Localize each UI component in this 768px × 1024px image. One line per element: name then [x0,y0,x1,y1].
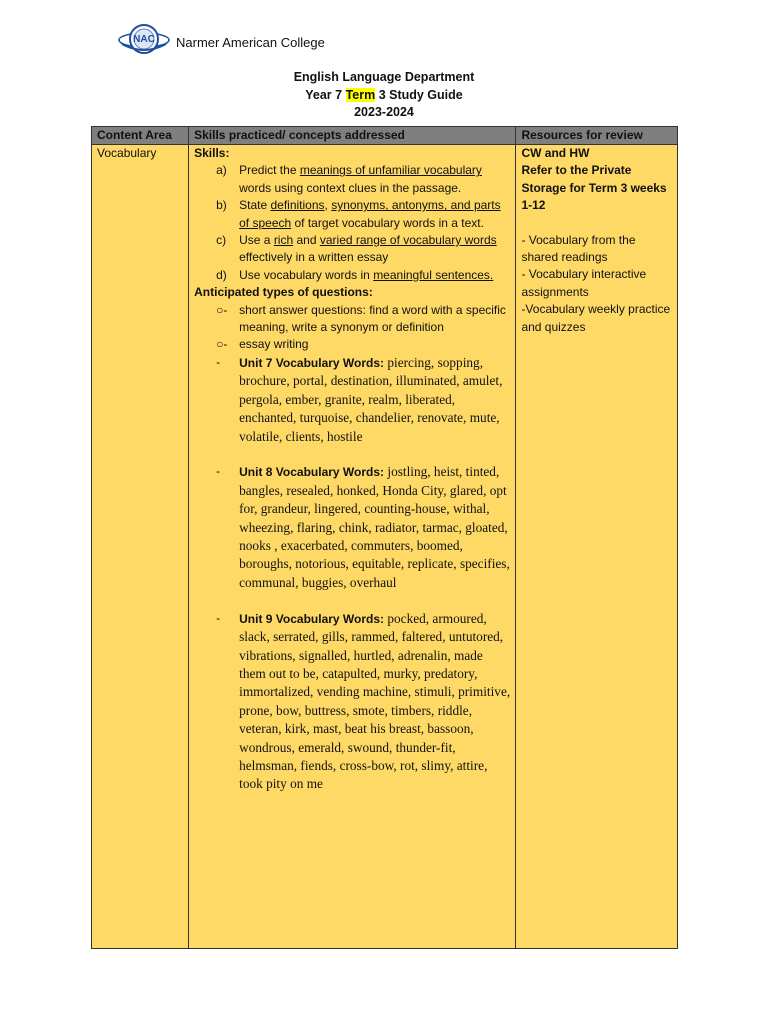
list-item: ○- essay writing [216,337,309,352]
content-area-cell: Vocabulary [92,145,189,949]
header-content-area: Content Area [92,127,189,145]
document-titles [0,69,768,122]
globe-logo-icon [116,20,170,60]
list-item: ○- short answer questions: find a word with a specific meaning, write a synonym or definition [216,302,506,335]
unit-7-words: - Unit 7 Vocabulary Words: piercing, sopping, brochure, portal, destination, illuminated, amulet, pergola, ember, granite, realm, liberated, enchanted, turquoise, chandelier, renovate, mute, volatile, clients, hostile [216,354,503,444]
resources-cw-hw: CW and HW [521,146,590,160]
list-item: a) Predict the meanings of unfamiliar vocabulary words using context clues in the passage. [216,163,482,195]
question-types-list [194,302,510,354]
skills-heading: Skills: [194,146,230,160]
page-header [116,20,325,60]
college-logo [116,20,170,60]
skills-cell [189,145,516,949]
header-skills: Skills practiced/ concepts addressed [189,127,516,145]
resources-item: -Vocabulary weekly practice and quizzes [521,302,671,334]
table-header-row [92,127,678,145]
resources-item: - Vocabulary interactive assignments [521,267,647,299]
list-item: b) State definitions, synonyms, antonyms, and parts of speech of target vocabulary words in a text. [216,198,501,230]
highlighted-term: Term [345,87,376,102]
academic-year: 2023-2024 [354,105,414,119]
resources-cell [516,145,678,949]
resources-item: - Vocabulary from the shared readings [521,232,636,265]
study-guide-table [91,126,678,949]
department-title: English Language Department [293,70,475,84]
list-item: d) Use vocabulary words in meaningful sentences. [216,267,494,282]
svg-text:NAC: NAC [133,34,155,45]
guide-title: Year 7 Term 3 Study Guide [305,87,463,102]
resources-private-storage: Refer to the Private Storage for Term 3 weeks 1-12 [521,163,667,213]
college-name: Narmer American College [176,34,325,50]
list-item: c) Use a rich and varied range of vocabulary words effectively in a written essay [216,233,497,265]
table-row [92,145,678,949]
anticipated-heading: Anticipated types of questions: [194,285,373,300]
unit-9-words: - Unit 9 Vocabulary Words: pocked, armoured, slack, serrated, gills, rammed, faltered, untutored, vibrations, signalled, hurtled, adrenalin, made them out to be, catapulted, murky, predatory, immortalized, vending machine, stimuli, primitive, prone, bow, buttress, smote, timbers, riddle, veteran, kirk, mast, beat his breast, bassoon, wondrous, emerald, swound, thunder-fit, helmsman, fiends, cross-bow, rot, slimy, attire, took pity on me [216,610,511,792]
header-resources: Resources for review [516,127,678,145]
unit-8-words: - Unit 8 Vocabulary Words: jostling, heist, tinted, bangles, resealed, honked, Honda City, glared, opt for, grandeur, lingered, counting-house, withal, wheezing, flaring, chink, radiator, tarmac, gloated, nooks , exacerbated, commuters, boomed, boroughs, notorious, equitable, replicate, specifies, communal, buggies, overhaul [216,464,510,590]
skills-list [194,162,510,284]
